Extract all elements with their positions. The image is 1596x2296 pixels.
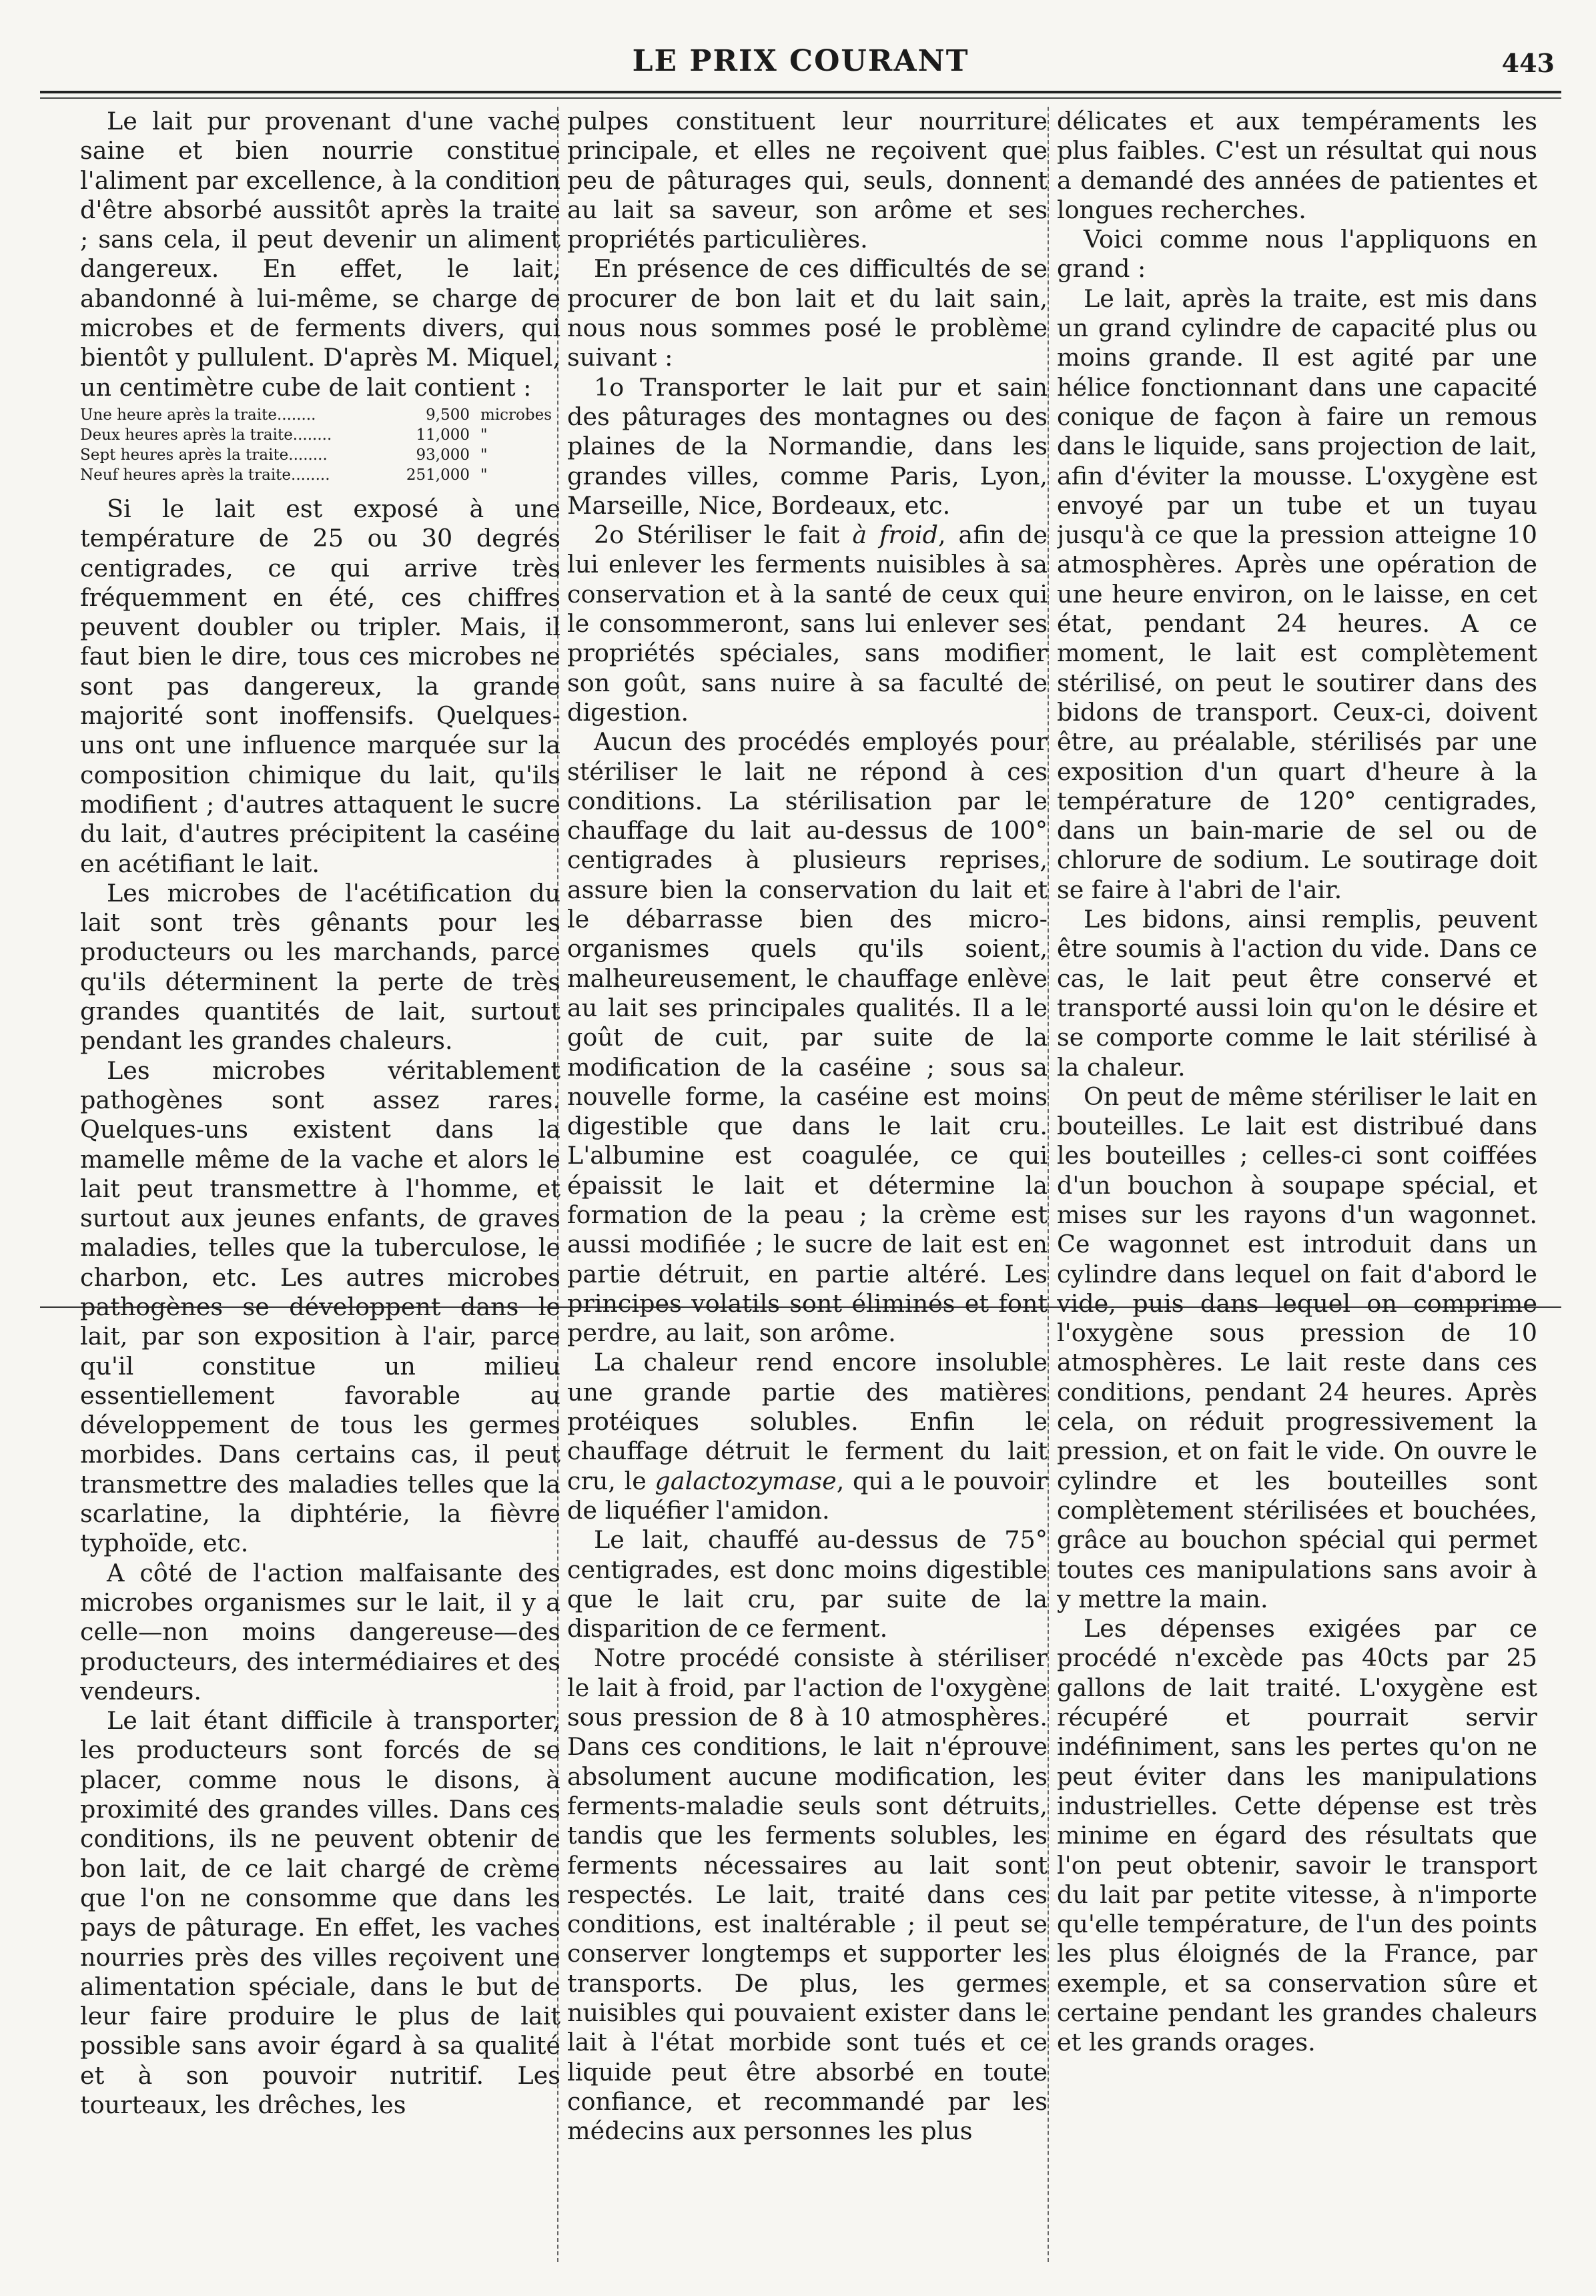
table-cell-number: 251,000: [406, 466, 470, 484]
text-run: La chaleur rend encore insoluble une grande partie des matières protéiques solubles. Enfin le chauffage détruit le ferment du lait cru, le: [567, 1348, 1048, 1495]
header-rule: [40, 91, 1561, 93]
paragraph: pulpes constituent leur nourriture principale, et elles ne reçoivent que peu de pâturages qui, seuls, donnent au lait sa saveur, son arôme et ses propriétés particulières.: [567, 107, 1048, 254]
column-1: [80, 107, 560, 2269]
table-row: [80, 445, 560, 465]
paragraph: Voici comme nous l'appliquons en grand :: [1057, 225, 1537, 284]
paragraph: Le lait, chauffé au-dessus de 75° centigrades, est donc moins digestible que le lait cru, par suite de la disparition de ce ferment.: [567, 1525, 1048, 1643]
table-cell-label: Neuf heures après la traite........: [80, 466, 330, 484]
table-cell-number: 9,500: [426, 406, 470, 424]
paragraph: En présence de ces difficultés de se procurer de bon lait et du lait sain, nous nous sommes posé le problème suivant :: [567, 254, 1048, 372]
column-separator: [1048, 107, 1050, 2262]
table-cell-unit: ": [480, 446, 488, 464]
page-number: 443: [1501, 48, 1555, 78]
header-rule-thin: [40, 97, 1561, 99]
paragraph: Le lait étant difficile à transporter, les producteurs sont forcés de se placer, comme nous le disons, à proximité des grandes villes. Dans ces conditions, ils ne peuvent obtenir de bon lait, de ce lait chargé de crème que l'on ne consomme que dans les pays de pâturage. En effet, les vaches nourries près des villes reçoivent une alimentation spéciale, dans le but de leur faire produire le plus de lait possible sans avoir égard à sa qualité et à son pouvoir nutritif. Les tourteaux, les drêches, les: [80, 1706, 560, 2119]
publication-title: LE PRIX COURANT: [632, 44, 969, 78]
text-run: 2o Stériliser le fait: [594, 520, 853, 550]
paragraph: Si le lait est exposé à une température de 25 ou 30 degrés centigrades, ce qui arrive très fréquemment en été, ces chiffres peuvent doubler ou tripler. Mais, il faut bien le dire, tous ces microbes ne sont pas dangereux, la grande majorité sont inoffensifs. Quelques-uns ont une influence marquée sur la composition chimique du lait, qu'ils modifient ; d'autres attaquent le sucre du lait, d'autres précipitent la caséine en acétifiant le lait.: [80, 494, 560, 878]
paragraph: Aucun des procédés employés pour stériliser le lait ne répond à ces conditions. La stérilisation par le chauffage du lait au-dessus de 100° centigrades à plusieurs reprises, assure bien la conservation du lait et le débarrasse bien des micro-organismes quels qu'ils soient, malheureusement, le chauffage enlève au lait ses principales qualités. Il a le goût de cuit, par suite de la modification de la caséine ; sous sa nouvelle forme, la caséine est moins digestible que dans le lait cru. L'albumine est coagulée, ce qui épaissit le lait et détermine la formation de la peau ; la crème est aussi modifiée ; le sucre de lait est en partie détruit, en partie altéré. Les principes volatils sont éliminés et font perdre, au lait, son arôme.: [567, 727, 1048, 1348]
table-cell-unit: ": [480, 426, 488, 444]
emphasis-text: à froid: [852, 520, 938, 550]
table-row: [80, 465, 560, 485]
table-row: [80, 425, 560, 445]
table-cell-unit: microbes: [480, 406, 552, 424]
paragraph: Les microbes de l'acétification du lait sont très gênants pour les producteurs ou les marchands, parce qu'ils déterminent la perte de très grandes quantités de lait, surtout pendant les grandes chaleurs.: [80, 878, 560, 1056]
paragraph: Le lait pur provenant d'une vache saine et bien nourrie constitue l'aliment par excellence, à la condition d'être absorbé aussitôt après la traite ; sans cela, il peut devenir un aliment dangereux. En effet, le lait, abandonné à lui-même, se charge de microbes et de ferments divers, qui bientôt y pullulent. D'après M. Miquel, un centimètre cube de lait contient :: [80, 107, 560, 402]
paragraph: On peut de même stériliser le lait en bouteilles. Le lait est distribué dans les bouteilles ; celles-ci sont coiffées d'un bouchon à soupape spécial, et mises sur les rayons d'un wagonnet. Ce wagonnet est introduit dans un cylindre dans lequel on fait d'abord le vide, puis dans lequel on comprime l'oxygène sous pression de 10 atmosphères. Le lait reste dans ces conditions, pendant 24 heures. Après cela, on réduit progressivement la pression, et on fait le vide. On ouvre le cylindre et les bouteilles sont complètement stérilisées et bouchées, grâce au bouchon spécial qui permet toutes ces manipulations sans avoir à y mettre la main.: [1057, 1082, 1537, 1613]
table-cell-label: Sept heures après la traite........: [80, 446, 328, 464]
paragraph: délicates et aux tempéraments les plus faibles. C'est un résultat qui nous a demandé des années de patientes et longues recherches.: [1057, 107, 1537, 224]
table-cell-label: Deux heures après la traite........: [80, 426, 332, 444]
table-row: [80, 405, 560, 425]
paragraph: Le lait, après la traite, est mis dans un grand cylindre de capacité plus ou moins grande. Il est agité par une hélice fonctionnant dans une capacité conique de façon à faire un remous dans le liquide, sans projection de lait, afin d'éviter la mousse. L'oxygène est envoyé par un tube et un tuyau jusqu'à ce que la pression atteigne 10 atmosphères. Après une opération de une heure environ, on le laisse, en cet état, pendant 24 heures. A ce moment, le lait est complètement stérilisé, on peut le soutirer dans des bidons de transport. Ceux-ci, doivent être, au préalable, stérilisés par une exposition d'un quart d'heure à la température de 120° centigrades, dans un bain-marie de sel ou de chlorure de sodium. Le soutirage doit se faire à l'abri de l'air.: [1057, 284, 1537, 904]
emphasis-text: galactozymase: [655, 1466, 837, 1495]
paragraph: [567, 1348, 1048, 1525]
paragraph: [567, 520, 1048, 727]
page-header: [40, 40, 1561, 87]
table-cell-number: 93,000: [416, 446, 470, 464]
column-3: [1057, 107, 1537, 2269]
paragraph: Notre procédé consiste à stériliser le lait à froid, par l'action de l'oxygène sous pression de 8 à 10 atmosphères. Dans ces conditions, le lait n'éprouve absolument aucune modification, les ferments-maladie seuls sont détruits, tandis que les ferments solubles, les ferments nécessaires au lait sont respectés. Le lait, traité dans ces conditions, est inaltérable ; il peut se conserver longtemps et supporter les transports. De plus, les germes nuisibles qui pouvaient exister dans le lait à l'état morbide sont tués et ce liquide peut être absorbé en toute confiance, et recommandé par les médecins aux personnes les plus: [567, 1643, 1048, 2146]
text-run: , qui a le pouvoir de liquéfier l'amidon.: [567, 1466, 1048, 1525]
paragraph: 1o Transporter le lait pur et sain des pâturages des montagnes ou des plaines de la Normandie, dans les grandes villes, comme Paris, Lyon, Marseille, Nice, Bordeaux, etc.: [567, 372, 1048, 520]
paragraph: Les bidons, ainsi remplis, peuvent être soumis à l'action du vide. Dans ce cas, le lait peut être conservé et transporté aussi loin qu'on le désire et se comporte comme le lait stérilisé à la chaleur.: [1057, 905, 1537, 1082]
table-cell-label: Une heure après la traite........: [80, 406, 316, 424]
table-cell-number: 11,000: [416, 426, 470, 444]
text-run: , afin de lui enlever les ferments nuisibles à sa conservation et à la santé de ceux qui le consommeront, sans lui enlever ses propriétés spéciales, sans modifier son goût, sans nuire à sa faculté de digestion.: [567, 520, 1048, 727]
paragraph: Les microbes véritablement pathogènes sont assez rares. Quelques-uns existent dans la mamelle même de la vache et alors le lait peut transmettre à l'homme, et surtout aux jeunes enfants, de graves maladies, telles que la tuberculose, le charbon, etc. Les autres microbes pathogènes se développent dans le lait, par son exposition à l'air, parce qu'il constitue un milieu essentiellement favorable au développement de tous les germes morbides. Dans certains cas, il peut transmettre des maladies telles que la scarlatine, la diphtérie, la fièvre typhoïde, etc.: [80, 1056, 560, 1558]
paragraph: Les dépenses exigées par ce procédé n'excède pas 40cts par 25 gallons de lait traité. L'oxygène est récupéré et pourrait servir indéfiniment, sans les pertes qu'on ne peut éviter dans les manipulations industrielles. Cette dépense est très minime en égard des résultats que l'on peut obtenir, savoir le transport du lait par petite vitesse, à n'importe qu'elle température, de l'un des points les plus éloignés de la France, par exemple, et sa conservation sûre et certaine pendant les grandes chaleurs et les grands orages.: [1057, 1614, 1537, 2057]
table-cell-unit: ": [480, 466, 488, 484]
paragraph: A côté de l'action malfaisante des microbes organismes sur le lait, il y a celle—non moins dangereuse—des producteurs, des intermédiaires et des vendeurs.: [80, 1558, 560, 1705]
column-2: [567, 107, 1048, 2269]
microbe-count-table: [80, 405, 560, 485]
